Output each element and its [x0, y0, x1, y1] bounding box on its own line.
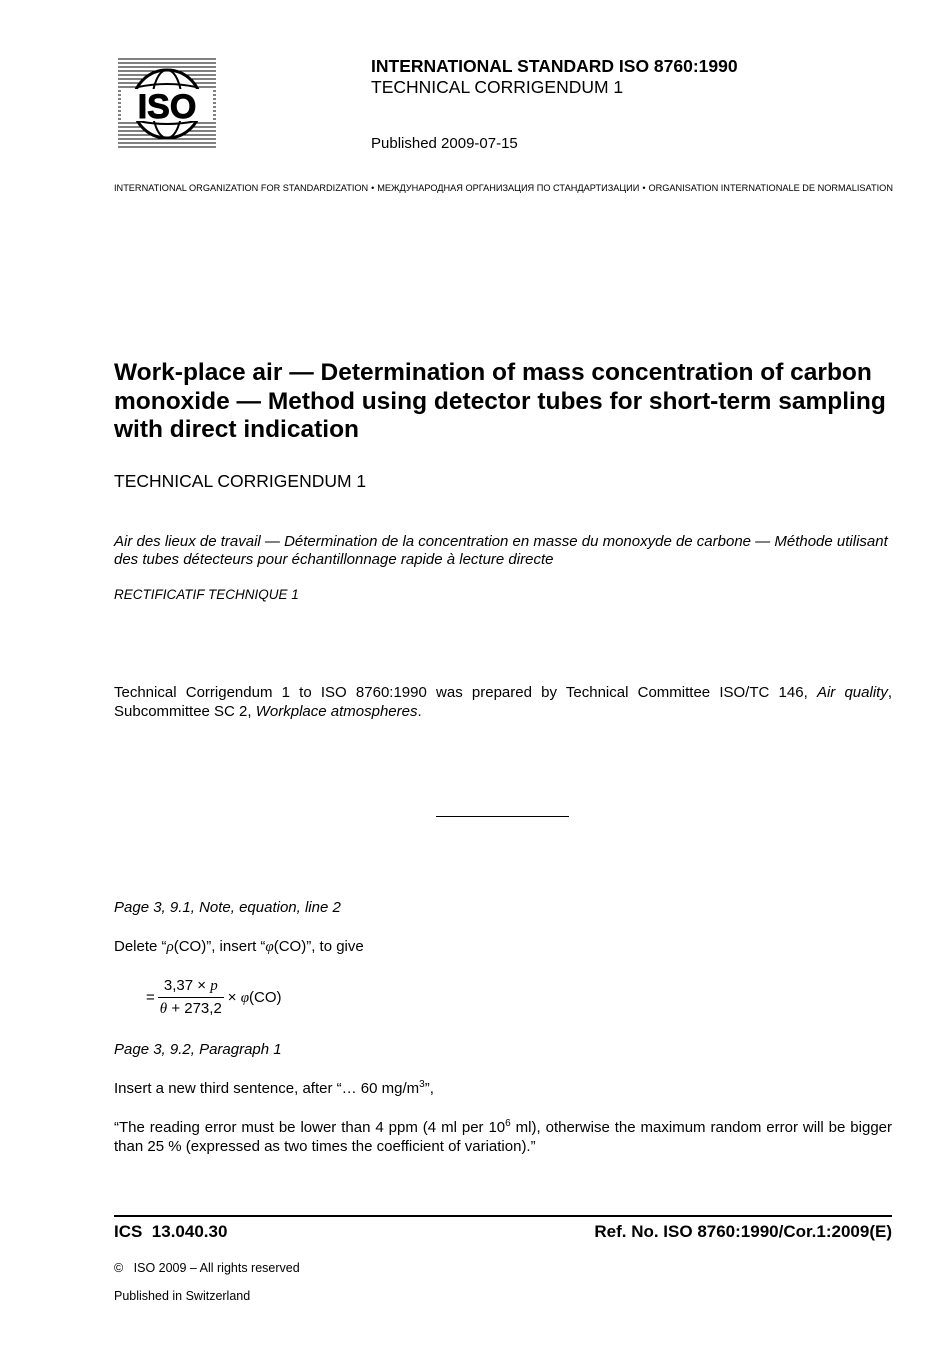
document-title: Work-place air — Determination of mass concentration of carbon monoxide — Method using detector tubes for short-term sampling with direct indication	[114, 359, 886, 443]
standard-subtitle: TECHNICAL CORRIGENDUM 1	[371, 77, 624, 97]
published-date: Published 2009-07-15	[371, 135, 518, 152]
delete-instruction: Delete “ρ(CO)”, insert “φ(CO)”, to give	[114, 938, 364, 955]
org-name-en: INTERNATIONAL ORGANIZATION FOR STANDARDIZATION	[114, 183, 369, 193]
insert-instruction: Insert a new third sentence, after “… 60 $mg/m^3$”,	[114, 1079, 434, 1097]
ics-code: ICS 13.040.30	[114, 1222, 228, 1241]
french-title: Air des lieux de travail — Détermination de la concentration en masse du monoxyde de carbone — Méthode utilisant des tubes détecteurs pour échantillonnage rapide à lecture directe	[114, 533, 888, 568]
reference-number: Ref. No. ISO 8760:1990/Cor.1:2009(E)	[594, 1222, 892, 1241]
copyright-notice: © ISO 2009 – All rights reserved	[114, 1261, 300, 1275]
section-divider	[436, 816, 569, 817]
phi-symbol: φ	[265, 939, 274, 955]
iso-logo	[118, 57, 216, 151]
subcommittee-name: Workplace atmospheres	[255, 702, 418, 720]
corrected-equation: = 3,37 × p × φ(CO) θ + 273,2	[146, 977, 282, 1017]
separator-dot: •	[642, 183, 646, 193]
organization-line	[114, 183, 893, 193]
french-subtitle: RECTIFICATIF TECHNIQUE 1	[114, 587, 299, 602]
svg-text:ISO: ISO	[137, 88, 197, 126]
standard-title: INTERNATIONAL STANDARD ISO 8760:1990	[371, 56, 738, 76]
separator-dot: •	[371, 183, 375, 193]
document-subtitle: TECHNICAL CORRIGENDUM 1	[114, 471, 367, 491]
footer-rule	[114, 1215, 892, 1217]
published-in: Published in Switzerland	[114, 1289, 251, 1303]
inserted-sentence: “The reading error must be lower than 4 ppm (4 ml per $10^6$ ml), otherwise the maximum random error will be bigger than 25 % (expressed as two times the coefficient of variation).”	[114, 1118, 892, 1155]
committee-name: Air quality	[816, 684, 888, 701]
equation-denominator: θ + 273,2	[159, 1000, 222, 1017]
intro-paragraph: Technical Corrigendum 1 to ISO 8760:1990 was prepared by Technical Committee ISO/TC 146, Air quality, Subcommittee SC 2, Workplace atmospheres.	[114, 684, 892, 720]
correction-reference-1: Page 3, 9.1, Note, equation, line 2	[114, 899, 341, 916]
equation-numerator: 3,37 × p	[158, 977, 224, 998]
correction-reference-2: Page 3, 9.2, Paragraph 1	[114, 1041, 282, 1058]
org-name-fr: ORGANISATION INTERNATIONALE DE NORMALISATION	[648, 183, 893, 193]
org-name-ru: МЕЖДУНАРОДНАЯ ОРГАНИЗАЦИЯ ПО СТАНДАРТИЗАЦИИ	[377, 183, 640, 193]
rho-symbol: ρ	[166, 939, 174, 955]
